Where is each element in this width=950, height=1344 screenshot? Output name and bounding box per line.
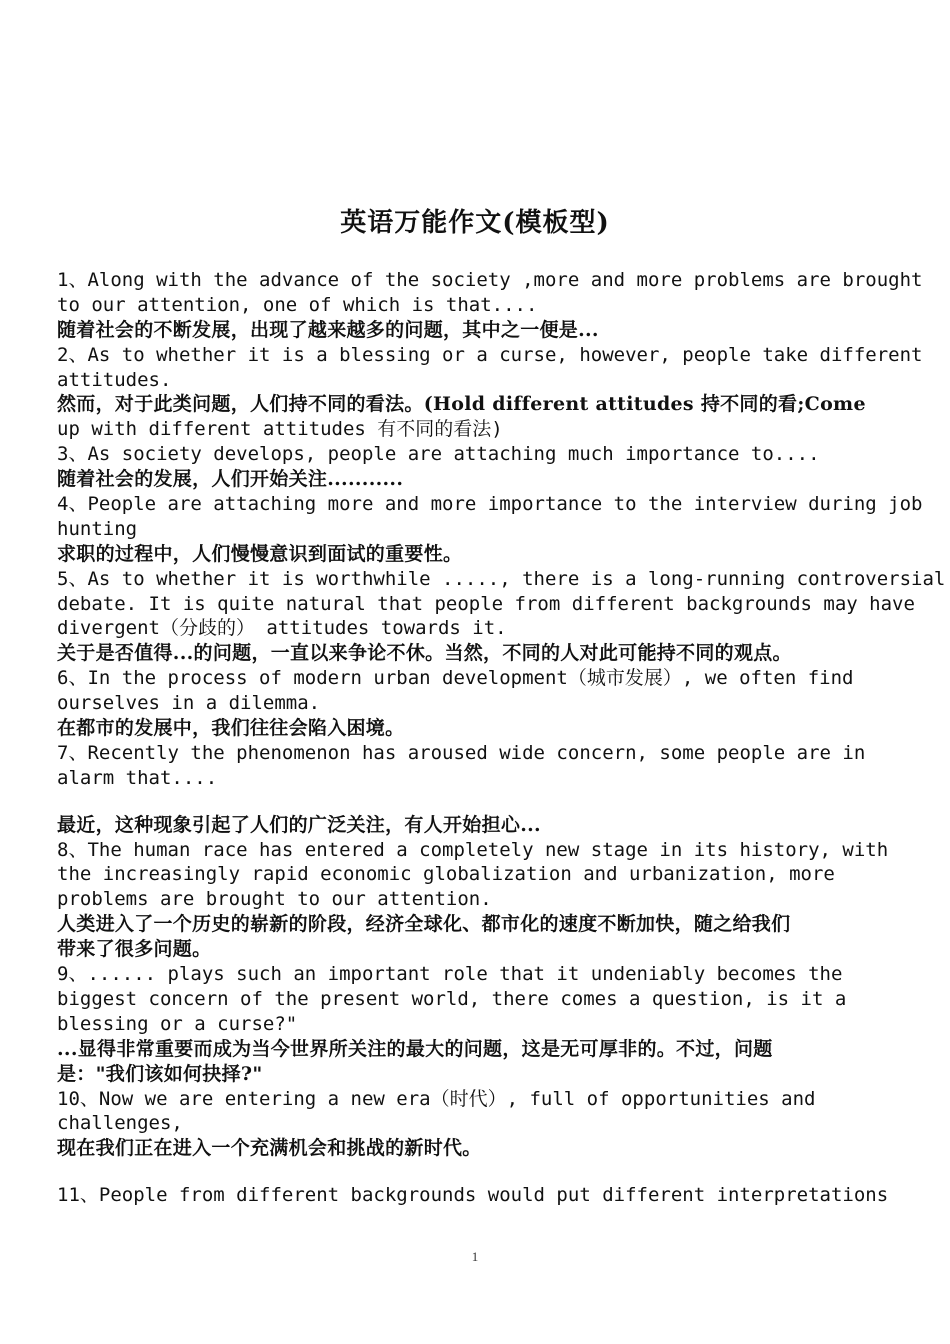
text-line: 4、People are attaching more and more importance to the interview during job bbox=[57, 493, 923, 516]
text-line: 求职的过程中，人们慢慢意识到面试的重要性。 bbox=[57, 542, 463, 565]
text-line: 1、Along with the advance of the society ,more and more problems are brought bbox=[57, 269, 923, 291]
text-line: 人类进入了一个历史的崭新的阶段，经济全球化、都市化的速度不断加快，随之给我们 bbox=[57, 913, 791, 936]
text-line: 是："我们该如何抉择?" bbox=[57, 1062, 263, 1085]
text-line: 11、People from different backgrounds would put different interpretations bbox=[57, 1184, 889, 1207]
text-line: debate. It is quite natural that people from different backgrounds may have bbox=[57, 592, 915, 615]
text-line: divergent（分歧的） attitudes towards it. bbox=[57, 617, 507, 640]
page-number: 1 bbox=[471, 1249, 479, 1264]
text-line: 关于是否值得...的问题，一直以来争论不休。当然，不同的人对此可能持不同的观点。 bbox=[57, 642, 792, 665]
text-line: 然而，对于此类问题，人们持不同的看法。(Hold different attitudes 持不同的看;Come bbox=[57, 393, 866, 416]
text-line: attitudes. bbox=[57, 368, 172, 391]
text-line: problems are brought to our attention. bbox=[57, 888, 492, 911]
text-line: 5、As to whether it is worthwhile ....., there is a long-running controversial bbox=[57, 567, 946, 590]
text-line: 7、Recently the phenomenon has aroused wide concern, some people are in bbox=[57, 741, 866, 764]
document-body bbox=[57, 268, 946, 1208]
text-line: the increasingly rapid economic globalization and urbanization, more bbox=[57, 863, 835, 886]
text-line: 随着社会的不断发展，出现了越来越多的问题，其中之一便是... bbox=[57, 318, 599, 341]
text-line: ...显得非常重要而成为当今世界所关注的最大的问题，这是无可厚非的。不过，问题 bbox=[57, 1037, 773, 1060]
blank-line bbox=[57, 1161, 902, 1183]
text-line: ourselves in a dilemma. bbox=[57, 692, 321, 715]
text-line: 8、The human race has entered a completely new stage in its history, with bbox=[57, 838, 889, 861]
text-line: 6、In the process of modern urban development（城市发展）, we often find bbox=[57, 667, 854, 690]
text-line: 现在我们正在进入一个充满机会和挑战的新时代。 bbox=[57, 1137, 482, 1160]
blank-line bbox=[57, 791, 902, 813]
document-title: 英语万能作文(模板型) bbox=[340, 208, 610, 238]
text-line: 在都市的发展中，我们往往会陷入困境。 bbox=[57, 717, 405, 740]
text-line: alarm that.... bbox=[57, 766, 218, 789]
text-line: 2、As to whether it is a blessing or a curse, however, people take different bbox=[57, 343, 923, 366]
text-line: 最近，这种现象引起了人们的广泛关注，有人开始担心... bbox=[57, 813, 541, 836]
text-line: to our attention, one of which is that.... bbox=[57, 293, 538, 316]
text-line: 随着社会的发展，人们开始关注........... bbox=[57, 468, 404, 491]
text-line: hunting bbox=[57, 517, 138, 540]
text-line: up with different attitudes 有不同的看法) bbox=[57, 418, 503, 441]
text-line: blessing or a curse?" bbox=[57, 1012, 298, 1035]
text-line: 3、As society develops, people are attaching much importance to.... bbox=[57, 443, 820, 466]
text-line: challenges, bbox=[57, 1112, 183, 1135]
text-line: 带来了很多问题。 bbox=[57, 938, 212, 961]
text-line: 9、...... plays such an important role that it undeniably becomes the bbox=[57, 963, 843, 986]
text-line: biggest concern of the present world, there comes a question, is it a bbox=[57, 987, 847, 1010]
text-line: 10、Now we are entering a new era（时代）, full of opportunities and bbox=[57, 1087, 816, 1110]
